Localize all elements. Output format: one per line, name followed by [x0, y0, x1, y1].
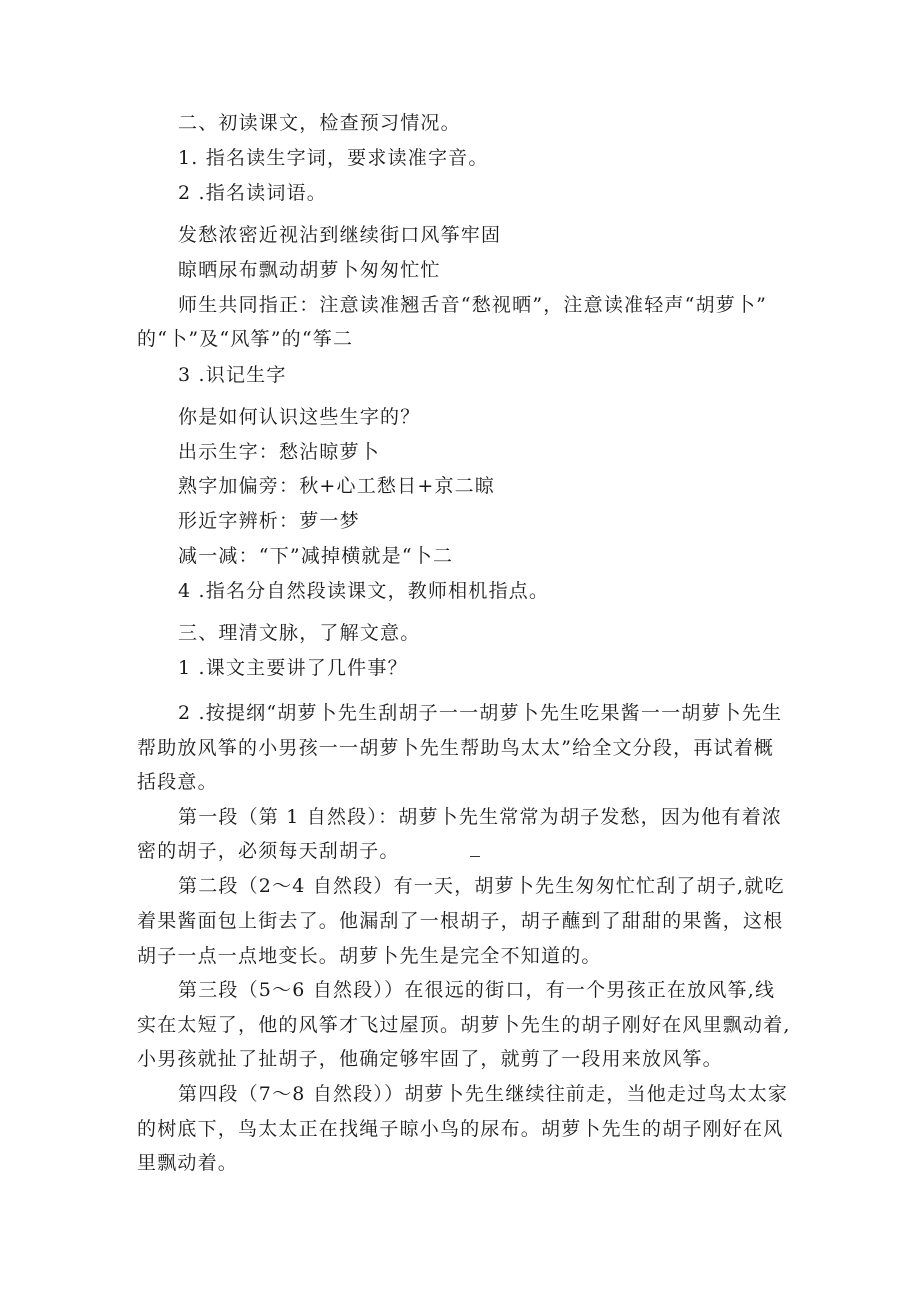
part-4-line-3: 里飘动着。	[137, 1152, 239, 1174]
step-2: 2 .指名读词语。	[178, 182, 327, 204]
part-4-line-2: 的树底下，鸟太太正在找绳子晾小鸟的尿布。胡萝卜先生的胡子刚好在风	[137, 1118, 784, 1140]
part-3-line-1: 第三段（5～6 自然段））在很远的街口，有一个男孩正在放风筝,线	[178, 979, 776, 1001]
vocabulary-line-1: 发愁浓密近视沾到继续街口风筝牢固	[178, 224, 502, 246]
task-2-line-1: 2 .按提纲“胡萝卜先生刮胡子一一胡萝卜先生吃果酱一一胡萝卜先生	[178, 702, 783, 724]
correction-paragraph-line-1: 师生共同指正：注意读准翘舌音“愁视晒”，注意读准轻声“胡萝卜”	[178, 294, 768, 316]
stray-dash-mark	[470, 856, 480, 857]
task-2-line-3: 括段意。	[137, 771, 218, 793]
show-characters-line: 出示生字：愁沾晾萝卜	[178, 441, 381, 463]
part-2-line-1: 第二段（2～4 自然段）有一天，胡萝卜先生匆匆忙忙刮了胡子,就吃	[178, 875, 785, 897]
part-2-line-2: 着果酱面包上街去了。他漏刮了一根胡子，胡子蘸到了甜甜的果酱，这根	[137, 910, 784, 932]
step-3: 3 .识记生字	[178, 364, 287, 386]
part-3-line-3: 小男孩就扯了扯胡子，他确定够牢固了，就剪了一段用来放风筝。	[137, 1048, 723, 1070]
task-2-line-2: 帮助放风筝的小男孩一一胡萝卜先生帮助鸟太太”给全文分段，再试着概	[137, 737, 775, 759]
step-4: 4 .指名分自然段读课文，教师相机指点。	[178, 580, 550, 602]
part-1-line-2: 密的胡子，必须每天刮胡子。	[137, 840, 400, 862]
similar-characters-line: 形近字辨析：萝一梦	[178, 510, 360, 532]
section-heading-2: 二、初读课文，检查预习情况。	[178, 112, 461, 134]
part-1-line-1: 第一段（第 1 自然段）：胡萝卜先生常常为胡子发愁，因为他有着浓	[178, 806, 783, 828]
part-4-line-1: 第四段（7～8 自然段））胡萝卜先生继续往前走，当他走过鸟太太家	[178, 1083, 789, 1105]
vocabulary-line-2: 晾晒尿布飘动胡萝卜匆匆忙忙	[178, 259, 441, 281]
correction-paragraph-line-2: 的“卜”及“风筝”的“筝二	[137, 328, 354, 350]
task-1: 1 .课文主要讲了几件事？	[178, 657, 408, 679]
subtract-line: 减一减：“下”减掉横就是“卜二	[178, 545, 454, 567]
step-1: 1. 指名读生字词，要求读准字音。	[178, 147, 489, 169]
part-3-line-2: 实在太短了，他的风筝才飞过屋顶。胡萝卜先生的胡子刚好在风里飘动着,	[137, 1014, 791, 1036]
part-2-line-3: 胡子一点一点地变长。胡萝卜先生是完全不知道的。	[137, 945, 602, 967]
add-radical-line: 熟字加偏旁：秋+心工愁日+京二晾	[178, 475, 496, 497]
question-line: 你是如何认识这些生字的？	[178, 406, 421, 428]
section-heading-3: 三、理清文脉，了解文意。	[178, 622, 421, 644]
